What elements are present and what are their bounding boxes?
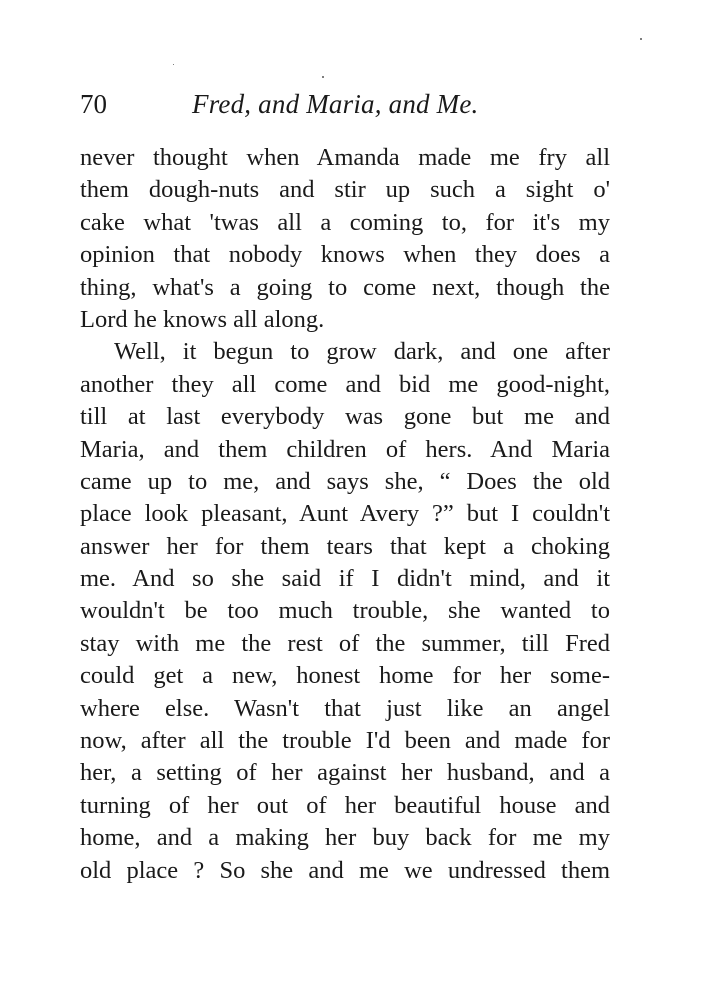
text-line: answer her for them tears that kept a choking <box>80 532 610 560</box>
text-line: her, a setting of her against her husband, and a <box>80 759 610 787</box>
scan-speck <box>322 76 324 78</box>
text-line: Lord he knows all along. <box>80 305 325 333</box>
text-line: where else. Wasn't that just like an angel <box>80 694 610 722</box>
body-text <box>80 142 610 887</box>
text-line: till at last everybody was gone but me and <box>80 403 610 431</box>
text-line: now, after all the trouble I'd been and made for <box>80 727 610 755</box>
text-line: place look pleasant, Aunt Avery ?” but I couldn't <box>80 500 610 528</box>
page-header <box>80 86 610 126</box>
text-line: wouldn't be too much trouble, she wanted to <box>80 597 610 625</box>
text-line: Well, it begun to grow dark, and one after <box>114 338 610 366</box>
text-line: another they all come and bid me good-night, <box>80 370 610 398</box>
text-line: came up to me, and says she, “ Does the old <box>80 467 610 495</box>
text-line: cake what 'twas all a coming to, for it's my <box>80 208 610 236</box>
page-number: 70 <box>80 89 107 119</box>
text-line: old place ? So she and me we undressed them <box>80 856 610 884</box>
paragraph <box>80 142 610 336</box>
text-line: me. And so she said if I didn't mind, and it <box>80 565 610 593</box>
text-line: opinion that nobody knows when they does a <box>80 241 610 269</box>
running-title: Fred, and Maria, and Me. <box>192 89 479 119</box>
text-line: never thought when Amanda made me fry all <box>80 144 610 171</box>
text-line: them dough-nuts and stir up such a sight o' <box>80 176 610 204</box>
text-line: could get a new, honest home for her some- <box>80 662 610 690</box>
text-line: home, and a making her buy back for me my <box>80 824 610 852</box>
text-line: Maria, and them children of hers. And Maria <box>80 435 610 463</box>
paragraph <box>80 336 610 887</box>
scan-speck <box>640 38 642 40</box>
text-line: stay with me the rest of the summer, till Fred <box>80 629 610 657</box>
text-line: thing, what's a going to come next, though the <box>80 273 610 301</box>
scan-speck <box>173 64 174 65</box>
text-line: turning of her out of her beautiful house and <box>80 791 610 819</box>
